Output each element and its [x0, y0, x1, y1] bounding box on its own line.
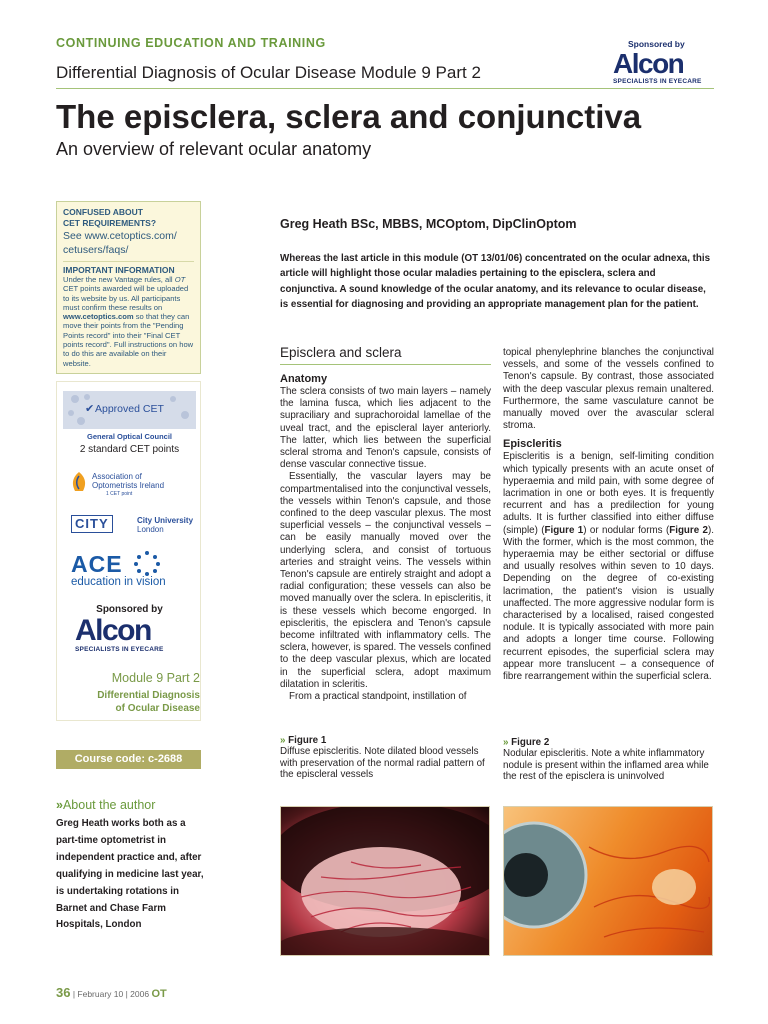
issue-date: | February 10 | 2006: [70, 989, 152, 999]
module-subtitle-1: Differential Diagnosis: [97, 690, 200, 701]
section-divider: [280, 364, 491, 365]
accreditation-box: [56, 381, 201, 721]
important-text-2: CET points awarded will be uploaded to its website by us. All participants must confirm these results on: [63, 284, 189, 312]
figure-1-caption-block: [280, 735, 490, 781]
sponsor-label: Sponsored by: [628, 39, 685, 49]
important-text-3: so that they can move their points from the "Pending Points record" into their "Final CET points record". Full instructions on how to do this are available on their website.: [63, 312, 194, 368]
about-author-heading: [56, 798, 155, 812]
article-subtitle: An overview of relevant ocular anatomy: [56, 139, 372, 159]
figure-1-photo: [280, 806, 490, 956]
article-abstract: Whereas the last article in this module (OT 13/01/06) concentrated on the ocular adnexa, this article will highlight those ocular maladies pertaining to the episclera, sclera and conjunctiva. A sound knowledge of the ocular anatomy, and its relevance to ocular disease, is essential for diagnosing and providing an appropriate management plan for the patient.: [280, 253, 711, 311]
diffuse-episcleritis-image: [281, 807, 490, 956]
alcon-logo-2: [75, 616, 185, 653]
aoi-emblem-icon: [70, 471, 88, 493]
page-number: 36: [56, 985, 71, 1000]
article-title: The episclera, sclera and conjunctiva: [56, 98, 642, 135]
paragraph: [503, 451, 714, 683]
important-text-ot: OT: [174, 275, 186, 284]
alcon-logo-2-tagline: SPECIALISTS IN EYECARE: [75, 646, 164, 653]
subsection-heading-episcleritis: Episcleritis: [503, 438, 562, 451]
alcon-logo-word: Alcon: [613, 48, 684, 79]
chevron-icon: »: [280, 735, 289, 746]
aoi-logo: [70, 471, 165, 498]
cet-faq-link-1[interactable]: See www.cetoptics.com/: [63, 230, 177, 242]
about-author-body: Greg Heath works both as a part-time optometrist in independent practice and, after qualifying in medicine last year, is undertaking rotations in Barnet and Chase Farm Hospitals, London: [56, 818, 204, 931]
column-1: [280, 345, 491, 703]
goc-label: General Optical Council: [86, 432, 173, 441]
cet-faq-link-2[interactable]: cetusers/faqs/: [63, 244, 129, 256]
magazine-name: OT: [151, 988, 167, 1000]
column-2: [503, 347, 714, 683]
header-divider: [56, 88, 714, 89]
alcon-logo-tagline: SPECIALISTS IN EYECARE: [613, 78, 702, 85]
sponsor-label-2: Sponsored by: [96, 604, 163, 615]
important-text-1: Under the new Vantage rules, all: [63, 275, 175, 284]
aoi-line-3: 1 CET point: [106, 491, 133, 497]
ace-logo: [71, 552, 166, 589]
check-icon: ✔: [85, 403, 95, 415]
chevron-icon: »: [56, 798, 63, 812]
text-span: ). With the former, which is the most common, the hyperaemia may be either sectorial or diffuse and usually resolves within seven to 10 days. Depending on the degree of co-existing lacrimation, the patient's vision is usually unaffected. The more aggressive nodular form is characterised by a localised, raised congested nodule. It is typically associated with more pain and adopts a longer time course. Following recurrent episodes, the superficial sclera may appear more translucent – a consequence of fibre rearrangement within the superficial sclera.: [503, 524, 714, 683]
city-text-2: London: [137, 525, 164, 534]
figure-2-caption-block: [503, 737, 713, 783]
figure-1-label: [280, 735, 490, 746]
figure-2-label-text: Figure 2: [511, 737, 550, 748]
figure-1-caption: Diffuse episcleritis. Note dilated blood vessels with preservation of the normal radial pattern of the episcleral vessels: [280, 746, 485, 780]
about-author-title: About the author: [62, 798, 156, 812]
series-heading: CONTINUING EDUCATION AND TRAINING: [56, 36, 326, 50]
alcon-logo: [613, 50, 715, 85]
paragraph: From a practical standpoint, instillation of: [289, 691, 467, 703]
section-heading: Episclera and sclera: [280, 345, 402, 360]
paragraph: topical phenylephrine blanches the conjunctival vessels, and some of the vessels confined to Tenon's capsule. By contrast, those associated with the deep vascular plexus remain unaltered. Furthermore, the same vasculature cannot be manually moved over the avascular scleral stroma.: [503, 347, 714, 432]
approved-cet-badge: [63, 391, 196, 429]
figure-2-label: [503, 737, 713, 748]
city-logo-mark: CITY: [71, 515, 113, 533]
ace-stars-icon: [133, 550, 161, 576]
aoi-line-1: Association of: [92, 472, 142, 481]
cet-info-box: [56, 201, 201, 374]
alcon-logo-2-word: Alcon: [75, 614, 151, 647]
module-line: Differential Diagnosis of Ocular Disease Module 9 Part 2: [56, 63, 481, 82]
figure-1-label-text: Figure 1: [288, 735, 327, 746]
city-logo-text: [137, 516, 193, 534]
subsection-heading-anatomy: Anatomy: [280, 373, 328, 385]
course-code-bar: Course code: c-2688: [56, 750, 201, 769]
paragraph: Essentially, the vascular layers may be compartmentalised into the conjunctival vessels, the vessels within Tenon's capsule, and those confined to the deep vascular plexus. The most superficial vessels – the conjunctival vessels – can be easily manually moved over the underlying sclera, and consist of tortuous arteries and straight veins. The vessels within Tenon's capsule are entirely straight and adopt a radial configuration; these vessels can also be moved manually over the sclera. In episcleritis, it is these vessels which become engorged. In episcleritis, the episclera and Tenon's capsule become infiltrated with inflammatory cells. The sclera, however, is spared. The vessels confined to the deep vascular plexus, which are located in the superficial sclera, adopt maximum dilatation in scleritis.: [280, 471, 491, 690]
confused-heading-2: CET REQUIREMENTS?: [63, 218, 157, 228]
city-university-logo: [71, 515, 194, 534]
approved-cet-text: Approved CET: [95, 403, 164, 415]
chevron-icon: »: [503, 737, 512, 748]
cet-points: 2 standard CET points: [79, 444, 180, 455]
aoi-line-2: Optometrists Ireland: [92, 480, 165, 490]
text-span: ) or nodular forms (: [583, 524, 670, 536]
module-subtitle: [56, 689, 200, 715]
module-subtitle-2: of Ocular Disease: [115, 703, 200, 714]
figure-2-caption: Nodular episcleritis. Note a white inflammatory nodule is present within the inflamed area while the rest of the episclera is uninvolved: [503, 748, 709, 782]
text-span: Episcleritis is a benign, self-limiting condition which typically presents with an acute onset of hyperaemia and mild pain, with some degree of lacrimation in one or both eyes. It is frequently recurrent and has a predilection for young adults. It is further classified into either diffuse (simple) (: [503, 451, 714, 536]
city-text-1: City University: [137, 516, 194, 525]
article-author: Greg Heath BSc, MBBS, MCOptom, DipClinOptom: [280, 217, 577, 231]
important-info-body: [63, 275, 194, 368]
nodular-episcleritis-image: [504, 807, 713, 956]
ace-logo-sub: education in vision: [71, 576, 166, 588]
figure-2-reference: Figure 2: [669, 524, 709, 536]
page-footer: [56, 985, 167, 1000]
ace-logo-word: ACE: [71, 551, 123, 577]
paragraph: The sclera consists of two main layers – namely the lamina fusca, which lies adjacent to the supraciliary and suprachoroidal lamellae of the uveal tract, and the episcleral layer anteriorly. The latter, which lies between the superficial scleral stroma and Tenon's capsule, consists of dense vascular connective tissue.: [280, 386, 491, 471]
important-info-heading: IMPORTANT INFORMATION: [63, 261, 194, 275]
figure-2-photo: [503, 806, 713, 956]
module-title: Module 9 Part 2: [111, 671, 200, 685]
confused-heading-1: CONFUSED ABOUT: [63, 207, 143, 217]
cetoptics-link[interactable]: www.cetoptics.com: [63, 312, 134, 322]
figure-1-reference: Figure 1: [544, 524, 584, 536]
